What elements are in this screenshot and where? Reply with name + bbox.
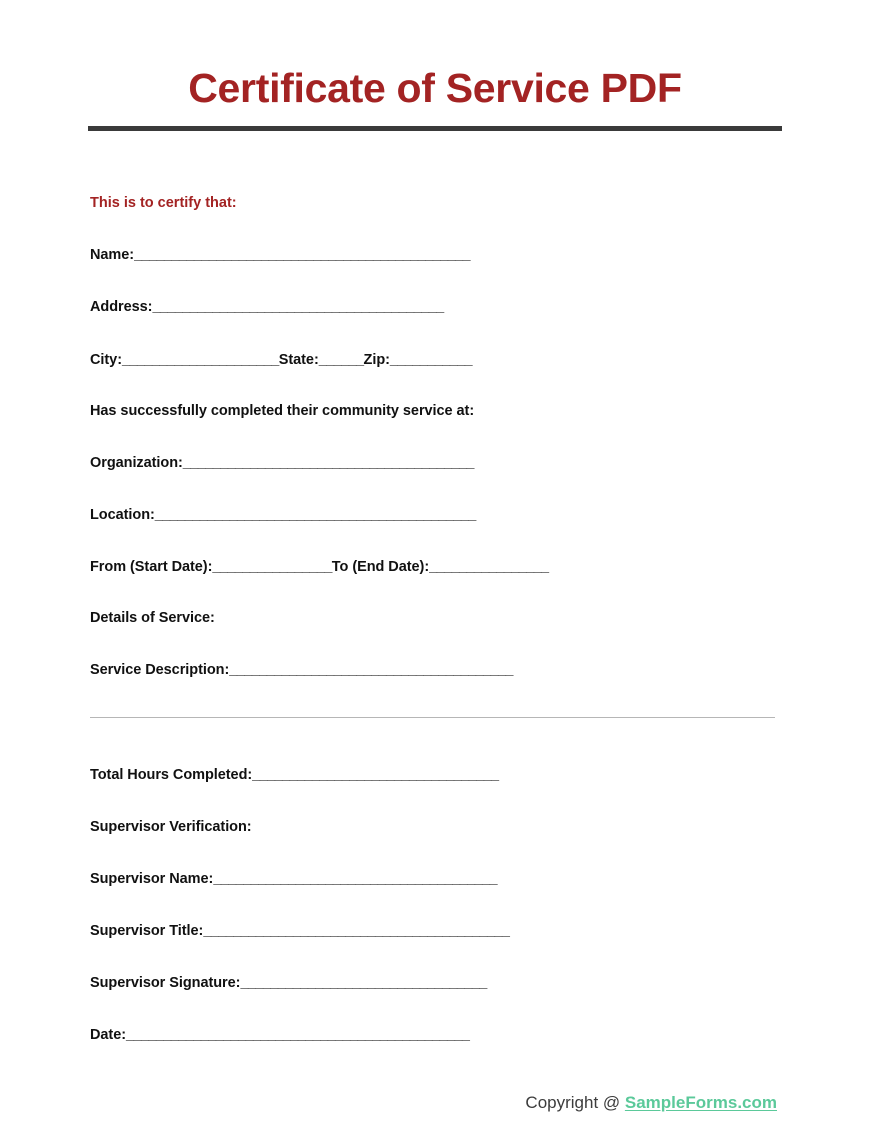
service-description-input-blank[interactable]: ______________________________________ (229, 662, 513, 679)
supervisor-signature-label: Supervisor Signature: (90, 974, 241, 991)
form-body (88, 131, 782, 1044)
organization-label: Organization: (90, 454, 183, 471)
supervisor-title-label: Supervisor Title: (90, 922, 204, 939)
service-description-label: Service Description: (90, 662, 230, 679)
field-row-city-state-zip (90, 317, 782, 369)
total-hours-label: Total Hours Completed: (90, 767, 253, 784)
certify-statement: This is to certify that: (90, 194, 237, 211)
location-label: Location: (90, 506, 155, 523)
state-label: State: (278, 351, 319, 368)
address-input-blank[interactable]: _______________________________________ (152, 299, 444, 316)
field-row-date (90, 992, 782, 1044)
field-row-organization (90, 420, 782, 472)
location-input-blank[interactable]: ___________________________________________ (154, 506, 476, 523)
name-label: Name: (90, 247, 135, 264)
supervisor-name-input-blank[interactable]: ______________________________________ (213, 870, 497, 887)
field-row-name (90, 212, 782, 264)
completion-statement: Has successfully completed their community service at: (90, 402, 475, 419)
field-row-total-hours (90, 732, 782, 784)
city-input-blank[interactable]: _____________________ (121, 351, 279, 368)
field-row-service-description (90, 627, 782, 679)
total-hours-input-blank[interactable]: _________________________________ (252, 767, 499, 784)
supervisor-name-label: Supervisor Name: (90, 870, 214, 887)
organization-input-blank[interactable]: _______________________________________ (182, 454, 474, 471)
state-input-blank[interactable]: ______ (318, 351, 364, 368)
name-input-blank[interactable]: _____________________________________________ (134, 247, 470, 264)
field-row-supervisor-title (90, 888, 782, 940)
address-label: Address: (90, 299, 153, 316)
zip-input-blank[interactable]: ___________ (389, 351, 473, 368)
section-divider-wrap (88, 679, 782, 718)
footer-copyright (525, 1093, 777, 1113)
start-date-label: From (Start Date): (90, 559, 213, 576)
divider-spacer (88, 718, 782, 732)
sampleforms-link[interactable]: SampleForms.com (624, 1093, 777, 1112)
end-date-input-blank[interactable]: ________________ (429, 559, 549, 576)
end-date-label: To (End Date): (331, 559, 430, 576)
field-row-date-range (90, 524, 782, 576)
supervisor-title-input-blank[interactable]: _________________________________________ (203, 922, 510, 939)
start-date-input-blank[interactable]: ________________ (212, 559, 332, 576)
date-input-blank[interactable]: ______________________________________________ (126, 1027, 470, 1044)
document-content (88, 0, 782, 1044)
field-row-supervisor-name (90, 836, 782, 888)
copyright-text: Copyright @ (525, 1093, 625, 1112)
details-of-service-heading: Details of Service: (90, 610, 215, 627)
supervisor-verification-heading: Supervisor Verification: (90, 818, 252, 835)
page-title: Certificate of Service PDF (188, 65, 682, 111)
supervisor-signature-input-blank[interactable]: _________________________________ (240, 974, 487, 991)
field-row-supervisor-signature (90, 940, 782, 992)
field-row-address (90, 264, 782, 316)
city-label: City: (90, 351, 122, 368)
field-row-location (90, 472, 782, 524)
zip-label: Zip: (363, 351, 390, 368)
date-label: Date: (90, 1027, 127, 1044)
